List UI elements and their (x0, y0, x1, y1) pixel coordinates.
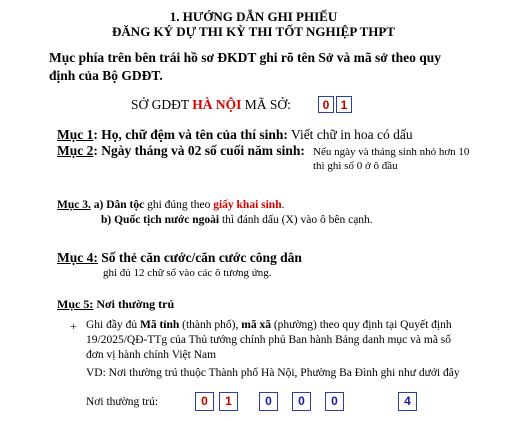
muc-3b (101, 214, 373, 226)
ma-so-label: MÃ SỞ: (244, 97, 291, 112)
p1-e: (phường) theo quy định tại Quyết định (270, 319, 452, 331)
muc-2-desc-line-1: Nếu ngày và tháng sinh nhỏ hơn 10 (313, 146, 470, 158)
p1-a: Ghi đầy đủ (86, 319, 140, 331)
muc-5-paragraph-line-1 (86, 319, 452, 331)
noi-thuong-tru-digit-box: 0 (259, 392, 278, 411)
so-gddt-row (131, 97, 291, 113)
muc-3a-highlight: giấy khai sinh (213, 199, 282, 211)
form-title: ĐĂNG KÝ DỰ THI KỲ THI TỐT NGHIỆP THPT (112, 24, 395, 39)
muc-5-label: Mục 5: (57, 297, 94, 311)
muc-3b-label: b) Quốc tịch nước ngoài (101, 214, 220, 226)
muc-3-label: Mục 3. (57, 199, 91, 211)
ma-tinh-label: Mã tỉnh (139, 319, 180, 331)
muc-3a (57, 199, 284, 211)
muc-3a-end: . (281, 199, 285, 211)
muc-1-title: Họ, chữ đệm và tên của thí sinh: (97, 127, 288, 142)
muc-2-colon: : (93, 143, 98, 158)
intro-line-2: định của Bộ GDĐT. (49, 68, 163, 83)
muc-1 (57, 127, 413, 143)
muc-3a-text: ghi đúng theo (144, 199, 214, 211)
so-gddt-prefix: SỞ GDĐT (131, 97, 189, 112)
noi-thuong-tru-digit-box: 1 (219, 392, 238, 411)
muc-4-title: Số thẻ căn cước/căn cước công dân (97, 250, 302, 265)
muc-3b-text: thì đánh dấu (X) vào ô bên cạnh. (219, 214, 373, 226)
noi-thuong-tru-digit-box: 4 (398, 392, 417, 411)
muc-5-title: Nơi thường trú (93, 297, 175, 311)
muc-1-desc: Viết chữ in hoa có dấu (287, 127, 413, 142)
muc-5-paragraph-line-3: đơn vị hành chính Việt Nam (86, 349, 217, 361)
muc-5 (57, 297, 174, 312)
ma-xa-label: mã xã (241, 319, 271, 331)
muc-2-title: Ngày tháng và 02 số cuối năm sinh: (97, 143, 305, 158)
noi-thuong-tru-digit-box: 0 (325, 392, 344, 411)
muc-5-example: VD: Nơi thường trú thuộc Thành phố Hà Nội, Phường Ba Đình ghi như dưới đây (86, 367, 460, 379)
section-heading: 1. HƯỚNG DẪN GHI PHIẾU (169, 9, 338, 24)
muc-5-paragraph-line-2: 19/2025/QĐ-TTg của Thủ tướng chính phủ Ban hành Bảng danh mục và mã số (86, 334, 452, 346)
muc-1-colon: : (93, 127, 98, 142)
muc-4-label: Mục 4: (57, 250, 98, 265)
muc-2-label: Mục 2 (57, 143, 94, 158)
muc-2 (57, 143, 305, 159)
ma-so-digit-box: 1 (336, 96, 352, 113)
noi-thuong-tru-label: Nơi thường trú: (86, 396, 159, 408)
bullet-mark: + (70, 319, 77, 333)
muc-4 (57, 250, 302, 266)
muc-3a-label: a) Dân tộc (93, 199, 145, 211)
province-name: HÀ NỘI (192, 97, 242, 112)
noi-thuong-tru-digit-box: 0 (292, 392, 311, 411)
intro-line-1: Mục phía trên bên trái hồ sơ ĐKDT ghi rõ tên Sở và mã sở theo quy (49, 50, 441, 65)
muc-1-label: Mục 1 (57, 127, 94, 142)
muc-4-desc: ghi đủ 12 chữ số vào các ô tương ứng. (103, 267, 272, 279)
muc-2-desc-line-2: thì ghi số 0 ở ô đầu (313, 160, 398, 172)
noi-thuong-tru-digit-box: 0 (195, 392, 214, 411)
p1-c: (thành phố), (179, 319, 242, 331)
ma-so-digit-box: 0 (318, 96, 334, 113)
